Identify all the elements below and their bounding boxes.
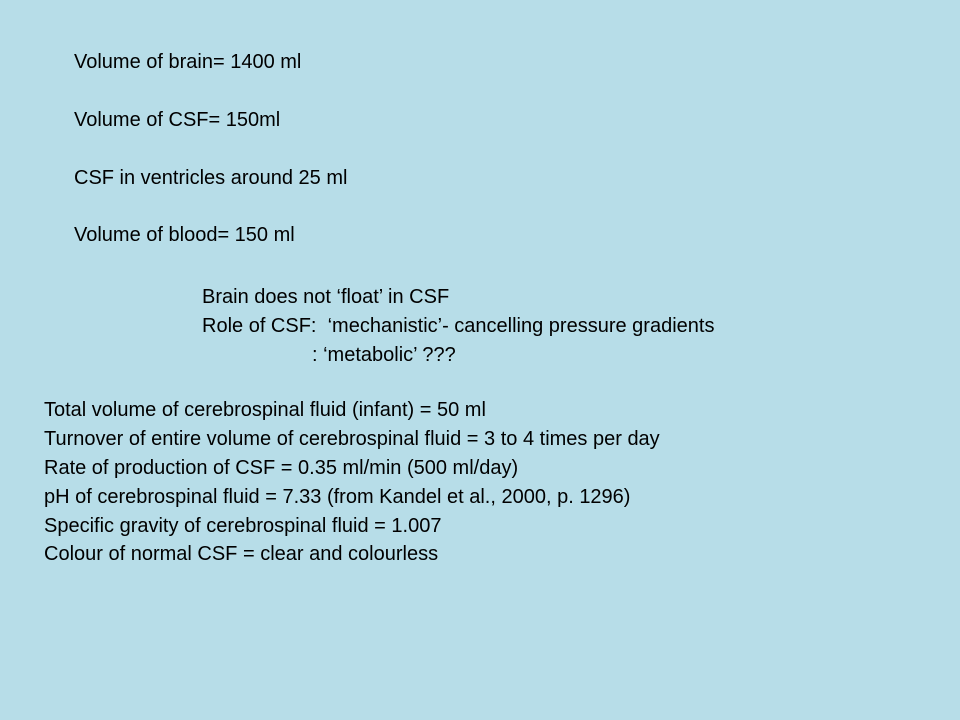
fact-production-rate: Rate of production of CSF = 0.35 ml/min (500 ml/day) bbox=[44, 457, 519, 479]
volume-blood-line: Volume of blood= 150 ml bbox=[74, 224, 295, 246]
fact-specific-gravity: Specific gravity of cerebrospinal fluid = 1.007 bbox=[44, 515, 442, 537]
fact-total-volume: Total volume of cerebrospinal fluid (infant) = 50 ml bbox=[44, 399, 486, 421]
fact-colour: Colour of normal CSF = clear and colourless bbox=[44, 543, 439, 565]
csf-ventricles-line: CSF in ventricles around 25 ml bbox=[74, 167, 348, 189]
volume-brain-line: Volume of brain= 1400 ml bbox=[74, 51, 302, 73]
role-mechanistic-line: Role of CSF: ‘mechanistic’- cancelling pressure gradients bbox=[202, 315, 715, 337]
volume-csf-line: Volume of CSF= 150ml bbox=[74, 109, 281, 131]
fact-ph: pH of cerebrospinal fluid = 7.33 (from Kandel et al., 2000, p. 1296) bbox=[44, 486, 631, 508]
fact-turnover: Turnover of entire volume of cerebrospinal fluid = 3 to 4 times per day bbox=[44, 428, 660, 450]
brain-float-line: Brain does not ‘float’ in CSF bbox=[202, 286, 450, 308]
role-metabolic-line: : ‘metabolic’ ??? bbox=[312, 344, 456, 366]
